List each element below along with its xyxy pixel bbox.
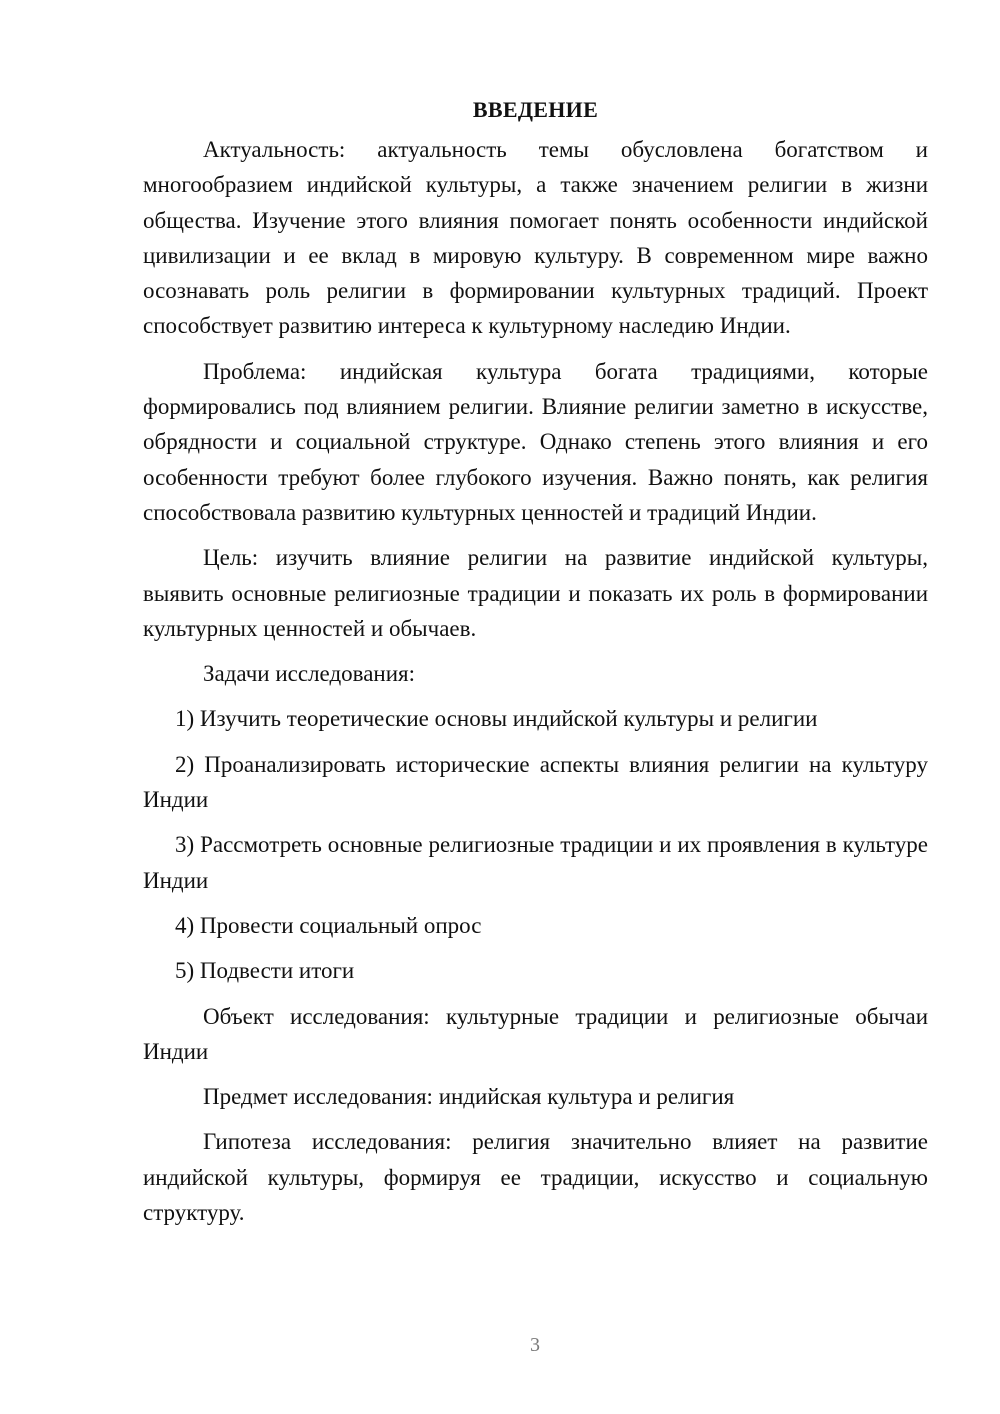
problem-paragraph: Проблема: индийская культура богата традициями, которые формировались под влиянием религии. Влияние религии заметно в искусстве, обрядности и социальной структуре. Однако степень этого влияния и его особенности требуют более глубокого изучения. Важно понять, как религия способствовала развитию культурных ценностей и традиций Индии. xyxy=(143,358,928,525)
task-item-1: 1) Изучить теоретические основы индийской культуры и религии xyxy=(175,706,818,732)
page-content xyxy=(143,92,928,1230)
task-item-5: 5) Подвести итоги xyxy=(175,958,355,984)
subject-paragraph: Предмет исследования: индийская культура и религия xyxy=(203,1084,735,1110)
tasks-heading: Задачи исследования: xyxy=(203,661,416,687)
task-item-4: 4) Провести социальный опрос xyxy=(175,912,482,938)
goal-paragraph: Цель: изучить влияние религии на развитие индийской культуры, выявить основные религиозные традиции и показать их роль в формировании культурных ценностей и обычаев. xyxy=(143,545,928,641)
task-item-3: 3) Рассмотреть основные религиозные традиции и их проявления в культуре Индии xyxy=(143,832,928,893)
page-number: 3 xyxy=(530,1334,540,1356)
task-item-2: 2) Проанализировать исторические аспекты влияния религии на культуру Индии xyxy=(143,751,928,813)
relevance-paragraph: Актуальность: актуальность темы обусловлена богатством и многообразием индийской культуры, а также значением религии в жизни общества. Изучение этого влияния помогает понять особенности индийской цивилизации и ее вклад в мировую культуру. В современном мире важно осознавать роль религии в формировании культурных традиций. Проект способствует развитию интереса к культурному наследию Индии. xyxy=(143,137,928,339)
page-title: ВВЕДЕНИЕ xyxy=(472,97,599,122)
hypothesis-paragraph: Гипотеза исследования: религия значительно влияет на развитие индийской культуры, формируя ее традиции, искусство и социальную структуру. xyxy=(143,1129,928,1226)
object-paragraph: Объект исследования: культурные традиции и религиозные обычаи Индии xyxy=(143,1003,928,1064)
